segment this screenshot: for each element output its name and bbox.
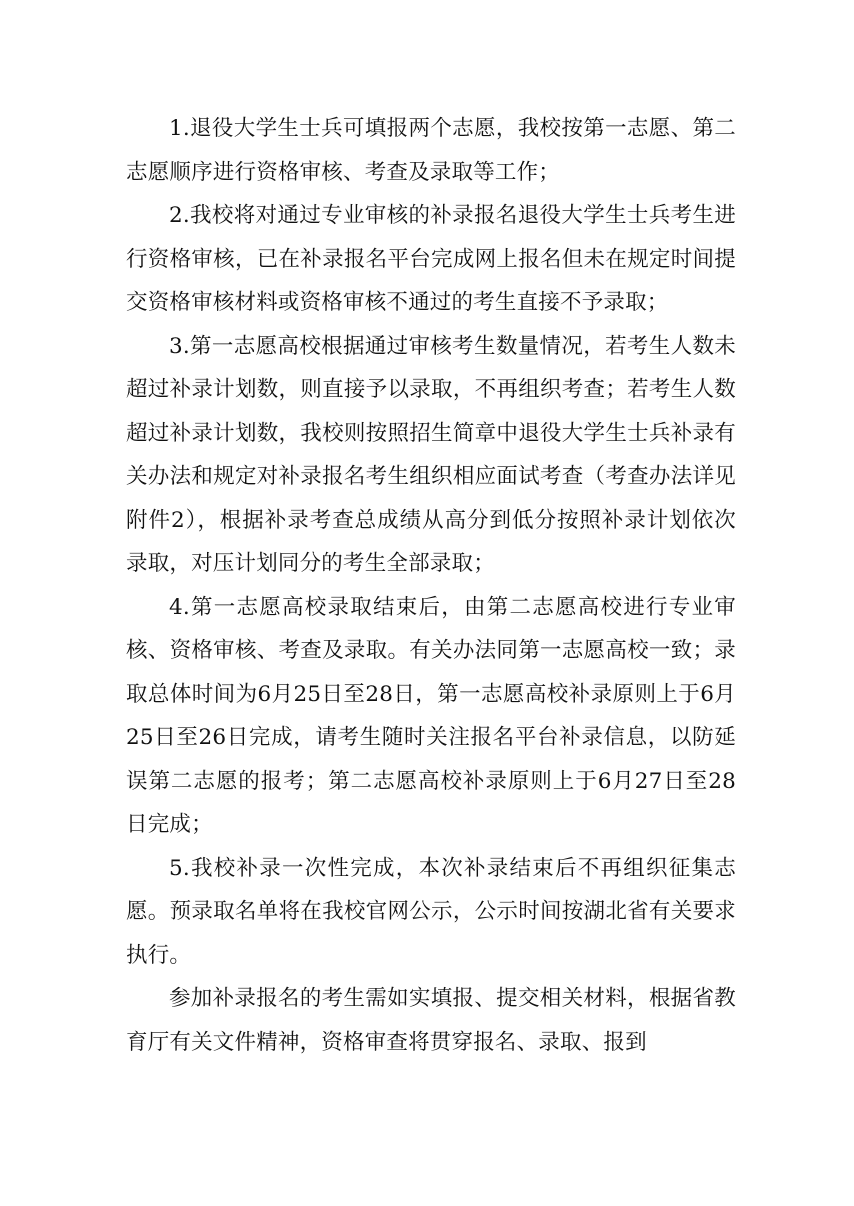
- paragraph-5: 5.我校补录一次性完成，本次补录结束后不再组织征集志愿。预录取名单将在我校官网公示，公示时间按湖北省有关要求执行。: [126, 855, 736, 968]
- paragraph-4: 4.第一志愿高校录取结束后，由第二志愿高校进行专业审核、资格审核、考查及录取。有关办法同第一志愿高校一致；录取总体时间为6月25日至28日，第一志愿高校补录原则上于6月25日至26日完成，请考生随时关注报名平台补录信息，以防延误第二志愿的报考；第二志愿高校补录原则上于6月27日至28日完成；: [126, 594, 736, 837]
- paragraph-6: 参加补录报名的考生需如实填报、提交相关材料，根据省教育厅有关文件精神，资格审查将贯穿报名、录取、报到: [126, 986, 736, 1055]
- paragraph-1: 1.退役大学生士兵可填报两个志愿，我校按第一志愿、第二志愿顺序进行资格审核、考查及录取等工作；: [126, 116, 736, 185]
- paragraph-3: 3.第一志愿高校根据通过审核考生数量情况，若考生人数未超过补录计划数，则直接予以录取，不再组织考查；若考生人数超过补录计划数，我校则按照招生简章中退役大学生士兵补录有关办法和规定对补录报名考生组织相应面试考查（考查办法详见附件2），根据补录考查总成绩从高分到低分按照补录计划依次录取，对压计划同分的考生全部录取；: [126, 333, 736, 576]
- paragraph-2: 2.我校将对通过专业审核的补录报名退役大学生士兵考生进行资格审核，已在补录报名平台完成网上报名但未在规定时间提交资格审核材料或资格审核不通过的考生直接不予录取；: [126, 203, 736, 315]
- document-body: [126, 107, 736, 1064]
